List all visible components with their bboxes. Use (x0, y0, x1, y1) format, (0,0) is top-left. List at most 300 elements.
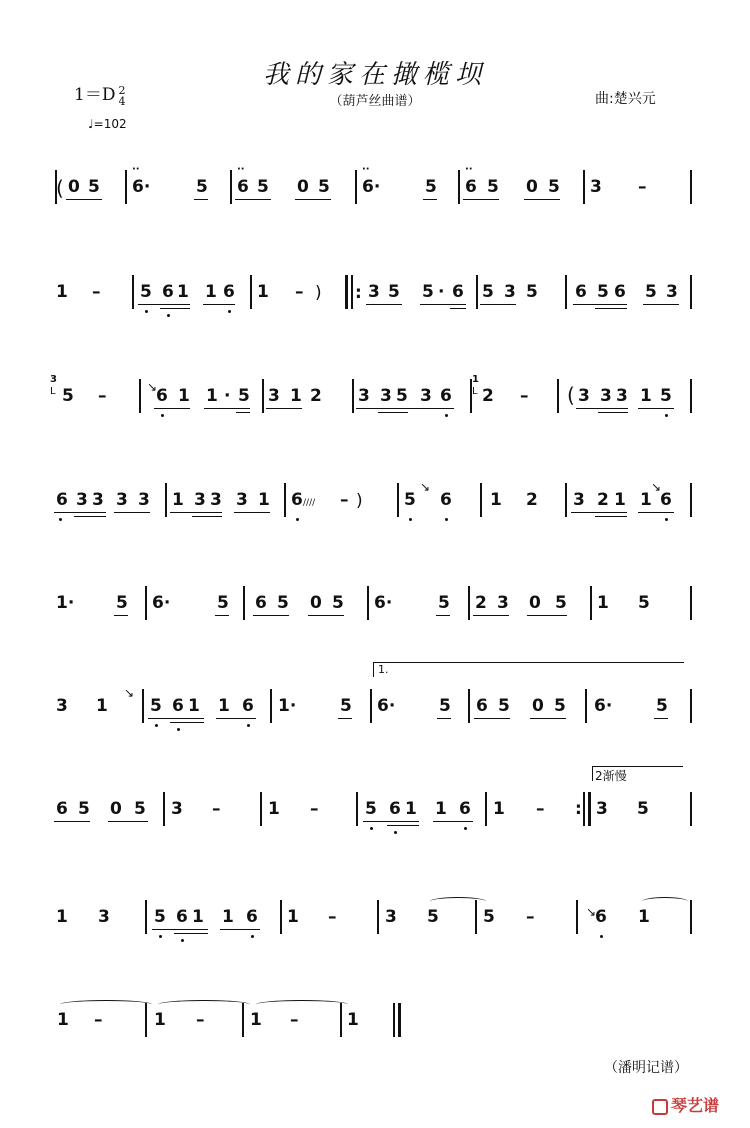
barline (243, 586, 245, 620)
barline (690, 170, 692, 204)
note: 6 (614, 282, 626, 302)
barline (260, 792, 262, 826)
beam-line (654, 718, 668, 719)
beam-line (138, 304, 190, 305)
beam-line (595, 308, 627, 309)
trill-mark: ⋅⋅ (132, 164, 140, 175)
beam-line (152, 929, 208, 930)
second-ending-label (595, 767, 627, 784)
note: 3 (385, 907, 397, 927)
note: 3 (210, 490, 222, 510)
note: – (536, 799, 545, 819)
time-signature (118, 85, 125, 107)
barline (476, 275, 478, 309)
note: 2 (310, 386, 322, 406)
composer-credit: 曲:楚兴元 (595, 91, 656, 107)
beam-line (253, 615, 289, 616)
note: 3 (138, 490, 150, 510)
barline (480, 483, 482, 517)
beam-line (54, 512, 106, 513)
note: 6· (362, 177, 381, 197)
note: 1 (177, 282, 189, 302)
note: 6 (389, 799, 401, 819)
tie-arc (642, 897, 688, 906)
note: – (92, 282, 101, 302)
note: 6 (291, 490, 303, 510)
note: 5 (422, 282, 434, 302)
note: 3 (420, 386, 432, 406)
note: 1 (638, 907, 650, 927)
low-octave-dot (161, 414, 164, 417)
note: – (310, 799, 319, 819)
barline (284, 483, 286, 517)
note: 6 (172, 696, 184, 716)
note: 3 (497, 593, 509, 613)
note: 1 (154, 1010, 166, 1030)
beam-line (54, 821, 90, 822)
low-octave-dot (665, 518, 668, 521)
note: 3 (194, 490, 206, 510)
note: 5 (150, 696, 162, 716)
tie-arc (158, 1000, 250, 1009)
note: 1 (405, 799, 417, 819)
beam-line (295, 199, 331, 200)
beam-line (524, 199, 560, 200)
note: 3 (600, 386, 612, 406)
low-octave-dot (181, 939, 184, 942)
repeat-end-bar-thin (583, 792, 585, 826)
note: 0 (310, 593, 322, 613)
barline (145, 586, 147, 620)
note: 6 (459, 799, 471, 819)
time-denominator: 4 (118, 94, 126, 108)
low-octave-dot (145, 310, 148, 313)
note: 0 (532, 696, 544, 716)
note: 1 (56, 282, 68, 302)
beam-line (216, 718, 256, 719)
note: 1· (278, 696, 297, 716)
barline (565, 275, 567, 309)
note: 6· (132, 177, 151, 197)
note: – (295, 282, 304, 302)
note: 6 (595, 907, 607, 927)
note: 5 (78, 799, 90, 819)
note: 1 (192, 907, 204, 927)
beam-line (203, 304, 235, 305)
key-signature (74, 80, 125, 107)
beam-line (436, 615, 450, 616)
note: 5 (196, 177, 208, 197)
note: – (526, 907, 535, 927)
note: 6 (660, 490, 672, 510)
low-octave-dot (600, 935, 603, 938)
note: – (212, 799, 221, 819)
note: · (224, 386, 231, 406)
note: 5 (116, 593, 128, 613)
beam-line (215, 615, 229, 616)
low-octave-dot (155, 724, 158, 727)
note: – (94, 1010, 103, 1030)
note: 6 (176, 907, 188, 927)
logo-text: 琴艺谱 (671, 1096, 720, 1115)
note: 5 (548, 177, 560, 197)
beam-line (473, 615, 509, 616)
note: 3 (56, 696, 68, 716)
beam-line (266, 408, 302, 409)
note: 6· (377, 696, 396, 716)
note: 5 (217, 593, 229, 613)
barline (132, 275, 134, 309)
beam-line (194, 199, 208, 200)
note: 5 (425, 177, 437, 197)
beam-line (420, 304, 466, 305)
barline (356, 792, 358, 826)
note: 5 (238, 386, 250, 406)
note: – (328, 907, 337, 927)
beam-line (423, 199, 437, 200)
note: 5 (88, 177, 100, 197)
note: 5 (656, 696, 668, 716)
barline (352, 379, 354, 413)
note: 1 (493, 799, 505, 819)
second-ending-number: 2 (595, 769, 603, 783)
note: 1 (218, 696, 230, 716)
grace-mark: ↘ (124, 686, 135, 700)
barline (367, 586, 369, 620)
beam-line (170, 722, 204, 723)
beam-line (366, 304, 402, 305)
note: 1 (56, 907, 68, 927)
note: 5 (388, 282, 400, 302)
beam-line (378, 412, 408, 413)
beam-line (74, 516, 106, 517)
note: · (438, 282, 445, 302)
note: 5 (637, 799, 649, 819)
note: 5 (318, 177, 330, 197)
note: 3 (171, 799, 183, 819)
note: 6 (440, 490, 452, 510)
site-logo[interactable] (652, 1093, 719, 1116)
beam-line (236, 412, 250, 413)
note: 1 (268, 799, 280, 819)
note: 2 (475, 593, 487, 613)
note: 2 (482, 386, 494, 406)
note: 6 (440, 386, 452, 406)
note: 3 (76, 490, 88, 510)
note: 5 (555, 593, 567, 613)
note: 3 (573, 490, 585, 510)
note: 3 (116, 490, 128, 510)
note: 5 (645, 282, 657, 302)
note: 5 (554, 696, 566, 716)
low-octave-dot (445, 414, 448, 417)
barline (590, 586, 592, 620)
barline (270, 689, 272, 723)
barline (690, 379, 692, 413)
note: 6 (255, 593, 267, 613)
tie-arc (430, 897, 486, 906)
note: 3 (578, 386, 590, 406)
note: 2 (597, 490, 609, 510)
barline (585, 689, 587, 723)
beam-line (308, 615, 344, 616)
beam-line (480, 304, 516, 305)
beam-line (387, 825, 419, 826)
barline (139, 379, 141, 413)
note: 1 (435, 799, 447, 819)
low-octave-dot (409, 518, 412, 521)
beam-line (474, 718, 510, 719)
note: 5 (487, 177, 499, 197)
beam-line (573, 304, 627, 305)
note: 5 (277, 593, 289, 613)
note: 6 (575, 282, 587, 302)
note: 6 (237, 177, 249, 197)
note: 6 (56, 490, 68, 510)
trill-mark: ⋅⋅ (362, 164, 370, 175)
repeat-end-bar (588, 792, 591, 826)
barline (250, 275, 252, 309)
beam-line (174, 933, 208, 934)
low-octave-dot (177, 728, 180, 731)
note: 1 (178, 386, 190, 406)
barline (690, 900, 692, 934)
tie-arc (60, 1000, 152, 1009)
barline (163, 792, 165, 826)
first-ending-label: 1. (378, 663, 389, 676)
note: 3 (368, 282, 380, 302)
repeat-start-bar (345, 275, 348, 309)
beam-line (437, 718, 451, 719)
note: 1 (250, 1010, 262, 1030)
note: 1 (640, 490, 652, 510)
tie-arc (256, 1000, 348, 1009)
note: 1 (172, 490, 184, 510)
note: 0 (68, 177, 80, 197)
note: 0 (297, 177, 309, 197)
note: 5 (62, 386, 74, 406)
barline (280, 900, 282, 934)
time-numerator: 2 (118, 83, 126, 97)
note: 3 (616, 386, 628, 406)
note: 6 (162, 282, 174, 302)
note: 1 (597, 593, 609, 613)
tremolo-mark: //// (303, 498, 316, 508)
note: 1 (614, 490, 626, 510)
song-subtitle: （葫芦丝曲谱） (329, 94, 421, 109)
close-paren: ) (356, 491, 363, 511)
beam-line (234, 512, 270, 513)
note: 6 (465, 177, 477, 197)
beam-line (598, 412, 628, 413)
barline (565, 483, 567, 517)
note: 6 (476, 696, 488, 716)
barline (468, 689, 470, 723)
barline (230, 170, 232, 204)
note: 6· (594, 696, 613, 716)
barline (690, 483, 692, 517)
note: 3 (358, 386, 370, 406)
note: 5 (597, 282, 609, 302)
note: 1 (347, 1010, 359, 1030)
note: 0 (526, 177, 538, 197)
note: 3 (236, 490, 248, 510)
beam-line (220, 929, 260, 930)
song-title: 我的家在撖榄坝 (262, 60, 487, 90)
barline (576, 900, 578, 934)
note: 1 (290, 386, 302, 406)
note: 5 (638, 593, 650, 613)
note: 5 (332, 593, 344, 613)
repeat-start-bar-thin (351, 275, 353, 309)
note: – (638, 177, 647, 197)
note: 1 (222, 907, 234, 927)
beam-line (595, 516, 627, 517)
beam-line (114, 615, 128, 616)
barline (262, 379, 264, 413)
beam-line (530, 718, 566, 719)
beam-line (235, 199, 271, 200)
note: 1 (490, 490, 502, 510)
note: 5 (365, 799, 377, 819)
beam-line (204, 408, 250, 409)
beam-line (363, 821, 419, 822)
open-paren: ( (567, 383, 575, 407)
note: 6 (56, 799, 68, 819)
repeat-dots: : (355, 283, 362, 303)
low-octave-dot (665, 414, 668, 417)
barline (355, 170, 357, 204)
volta-1-mark: 1 (472, 374, 479, 385)
note: 0 (529, 593, 541, 613)
note: 5 (660, 386, 672, 406)
low-octave-dot (296, 518, 299, 521)
note: 1 (205, 282, 217, 302)
beam-line (463, 199, 499, 200)
note: 3 (380, 386, 392, 406)
note: 3 (98, 907, 110, 927)
low-octave-dot (159, 935, 162, 938)
note: 5 (439, 696, 451, 716)
first-ending-bracket (373, 662, 684, 677)
beam-line (160, 308, 190, 309)
tempo-marking: ♩=102 (88, 117, 127, 131)
note: 2 (526, 490, 538, 510)
note: – (340, 490, 349, 510)
barline (485, 792, 487, 826)
beam-line (638, 512, 674, 513)
note: 6 (156, 386, 168, 406)
note: – (196, 1010, 205, 1030)
low-octave-dot (247, 724, 250, 727)
note: 3 (666, 282, 678, 302)
note: 6 (452, 282, 464, 302)
grace-mark: ↘ (651, 480, 662, 494)
low-octave-dot (251, 935, 254, 938)
note: 6 (223, 282, 235, 302)
low-octave-dot (464, 827, 467, 830)
second-ending-text: 渐慢 (602, 769, 627, 783)
grace-mark: ↘ (586, 905, 597, 919)
note: 1 (287, 907, 299, 927)
note: 6· (152, 593, 171, 613)
barline (583, 170, 585, 204)
note: 0 (110, 799, 122, 819)
note: 1 (188, 696, 200, 716)
volta-3-bracket: L (50, 386, 56, 397)
beam-line (338, 718, 352, 719)
beam-line (643, 304, 679, 305)
note: 1 (258, 490, 270, 510)
low-octave-dot (394, 831, 397, 834)
barline (690, 792, 692, 826)
beam-line (638, 408, 674, 409)
volta-1-bracket: L (472, 386, 478, 397)
note: 5 (483, 907, 495, 927)
beam-line (356, 408, 454, 409)
beam-line (571, 512, 627, 513)
note: 6· (374, 593, 393, 613)
barline (690, 689, 692, 723)
beam-line (576, 408, 628, 409)
transcriber-credit: （潘明记谱） (604, 1060, 688, 1076)
final-bar-thin (393, 1003, 395, 1037)
grace-mark: ↘ (420, 480, 431, 494)
note: 6 (242, 696, 254, 716)
trill-mark: ⋅⋅ (465, 164, 473, 175)
close-paren: ) (315, 283, 322, 303)
barline (458, 170, 460, 204)
beam-line (433, 821, 473, 822)
low-octave-dot (59, 518, 62, 521)
volta-3-mark: 3 (50, 374, 57, 385)
note: 3 (504, 282, 516, 302)
note: 5 (482, 282, 494, 302)
key-label: 1＝D (74, 85, 116, 105)
note: 5 (134, 799, 146, 819)
open-paren: ( (56, 176, 64, 200)
note: 3 (92, 490, 104, 510)
note: 5 (427, 907, 439, 927)
barline (690, 275, 692, 309)
note: 1 (640, 386, 652, 406)
beam-line (170, 512, 222, 513)
barline (142, 689, 144, 723)
barline (690, 586, 692, 620)
barline (165, 483, 167, 517)
barline (468, 586, 470, 620)
barline (145, 900, 147, 934)
beam-line (66, 199, 102, 200)
note: 5 (140, 282, 152, 302)
low-octave-dot (228, 310, 231, 313)
note: 5 (404, 490, 416, 510)
beam-line (192, 516, 222, 517)
note: 5 (438, 593, 450, 613)
beam-line (114, 512, 150, 513)
note: 5 (257, 177, 269, 197)
beam-line (148, 718, 204, 719)
note: 3 (268, 386, 280, 406)
note: – (98, 386, 107, 406)
barline (557, 379, 559, 413)
repeat-dots: : (575, 799, 582, 819)
note: 3 (596, 799, 608, 819)
barline (397, 483, 399, 517)
low-octave-dot (370, 827, 373, 830)
beam-line (108, 821, 148, 822)
trill-mark: ⋅⋅ (237, 164, 245, 175)
